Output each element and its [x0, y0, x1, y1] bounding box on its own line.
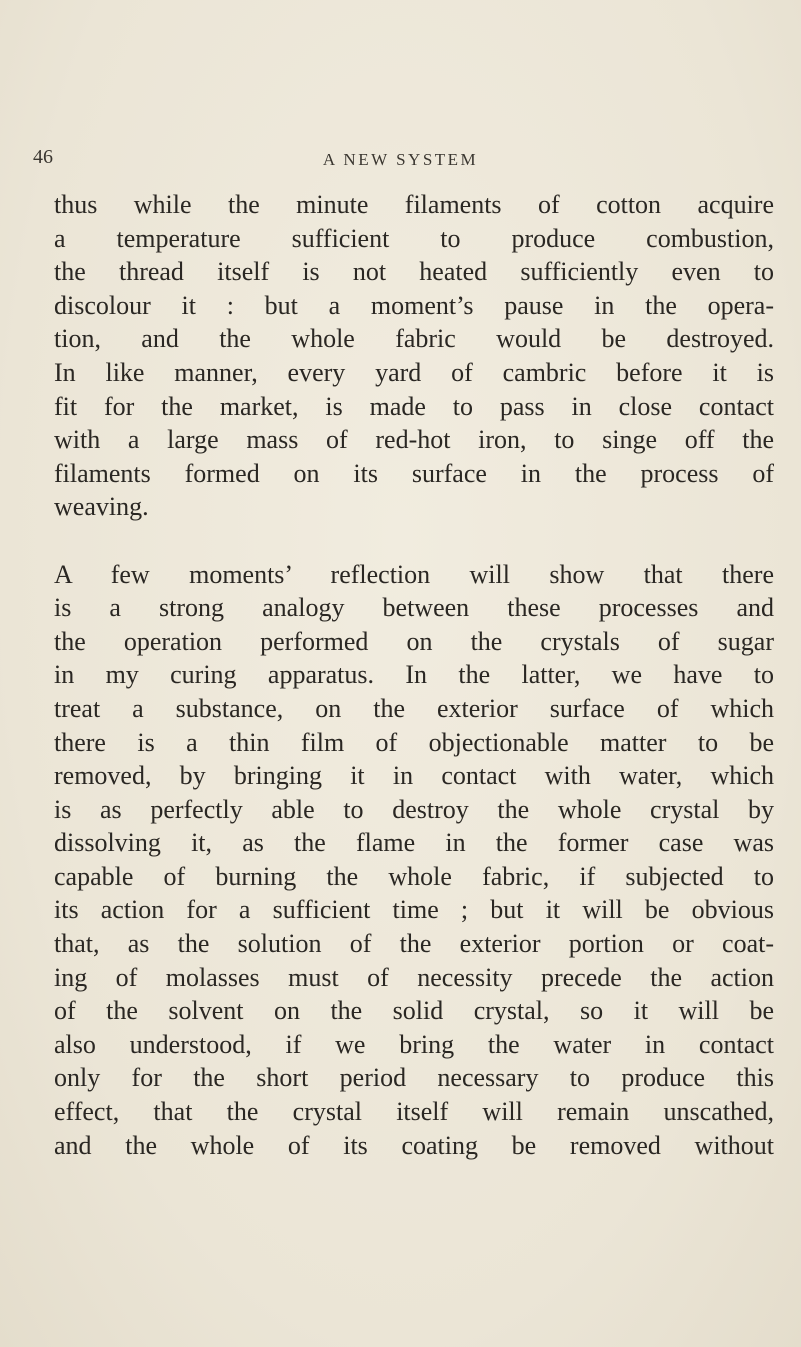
text-line: in my curing apparatus. In the latter, we have to — [54, 660, 774, 690]
text-line: removed, by bringing it in contact with water, which — [54, 761, 774, 791]
text-line: a temperature sufficient to produce combustion, — [54, 223, 774, 253]
text-line: ing of molasses must of necessity precede the action — [54, 962, 774, 992]
text-line: thus while the minute filaments of cotton acquire — [54, 190, 774, 219]
paragraph-2 — [54, 558, 774, 1163]
text-line: A few moments’ reflection will show that there — [54, 559, 774, 589]
text-line: its action for a sufficient time ; but it will be obvious — [54, 895, 774, 925]
text-line: with a large mass of red-hot iron, to singe off the — [54, 425, 774, 455]
text-line: is a strong analogy between these processes and — [54, 593, 774, 623]
text-line: capable of burning the whole fabric, if subjected to — [54, 861, 774, 891]
text-line: there is a thin film of objectionable matter to be — [54, 727, 774, 757]
text-line: is as perfectly able to destroy the whole crystal by — [54, 794, 774, 824]
text-line: filaments formed on its surface in the process of — [54, 458, 774, 488]
text-line: fit for the market, is made to pass in close contact — [54, 391, 774, 421]
text-line: the thread itself is not heated sufficiently even to — [54, 257, 774, 287]
text-line: dissolving it, as the flame in the former case was — [54, 828, 774, 858]
paragraph-gap — [54, 524, 774, 558]
text-line: of the solvent on the solid crystal, so it will be — [54, 996, 774, 1026]
page-number: 46 — [33, 146, 53, 168]
body-text — [54, 188, 774, 1162]
paragraph-1 — [54, 188, 774, 524]
text-line: effect, that the crystal itself will remain unscathed, — [54, 1097, 774, 1127]
text-line: treat a substance, on the exterior surface of which — [54, 693, 774, 723]
text-line: the operation performed on the crystals of sugar — [54, 626, 774, 656]
text-line: In like manner, every yard of cambric before it is — [54, 357, 774, 387]
text-line: only for the short period necessary to produce this — [54, 1063, 774, 1093]
running-title: A NEW SYSTEM — [322, 150, 479, 169]
text-line: weaving. — [54, 492, 149, 522]
text-line: also understood, if we bring the water in contact — [54, 1029, 774, 1059]
text-line: discolour it : but a moment’s pause in the opera- — [54, 290, 774, 320]
text-line: that, as the solution of the exterior portion or coat- — [54, 929, 774, 959]
text-line: tion, and the whole fabric would be destroyed. — [54, 324, 774, 354]
text-line: and the whole of its coating be removed without — [54, 1130, 774, 1160]
